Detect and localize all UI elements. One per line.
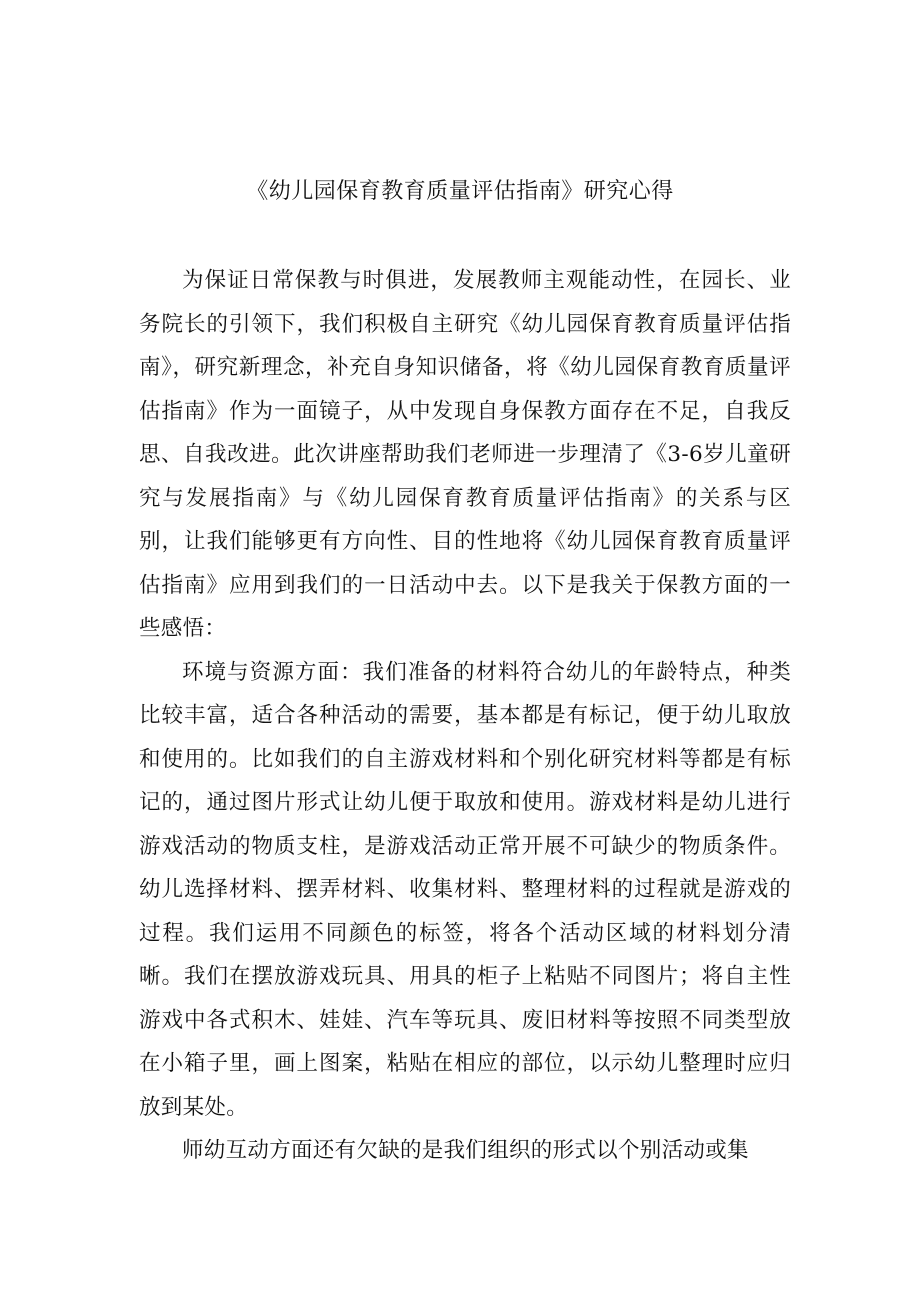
paragraph-environment-resources: 环境与资源方面：我们准备的材料符合幼儿的年龄特点，种类比较丰富，适合各种活动的需要，基本都是有标记，便于幼儿取放和使用的。比如我们的自主游戏材料和个别化研究材料等都是有标记的，通过图片形式让幼儿便于取放和使用。游戏材料是幼儿进行游戏活动的物质支柱，是游戏活动正常开展不可缺少的物质条件。幼儿选择材料、摆弄材料、收集材料、整理材料的过程就是游戏的过程。我们运用不同颜色的标签，将各个活动区域的材料划分清晰。我们在摆放游戏玩具、用具的柜子上粘贴不同图片；将自主性游戏中各式积木、娃娃、汽车等玩具、废旧材料等按照不同类型放在小箱子里，画上图案，粘贴在相应的部位，以示幼儿整理时应归放到某处。 [139,659,791,1120]
paragraph-teacher-child-interaction: 师幼互动方面还有欠缺的是我们组织的形式以个别活动或集 [182,1138,749,1163]
document-body [139,259,791,1173]
document-title: 《幼儿园保育教育质量评估指南》研究心得 [246,179,674,204]
paragraph-intro: 为保证日常保教与时俱进，发展教师主观能动性，在园长、业务院长的引领下，我们积极自主研究《幼儿园保育教育质量评估指南》，研究新理念，补充自身知识储备，将《幼儿园保育教育质量评估指南》作为一面镜子，从中发现自身保教方面存在不足，自我反思、自我改进。此次讲座帮助我们老师进一步理清了《3-6岁儿童研究与发展指南》与《幼儿园保育教育质量评估指南》的关系与区别，让我们能够更有方向性、目的性地将《幼儿园保育教育质量评估指南》应用到我们的一日活动中去。以下是我关于保教方面的一些感悟： [139,268,791,641]
